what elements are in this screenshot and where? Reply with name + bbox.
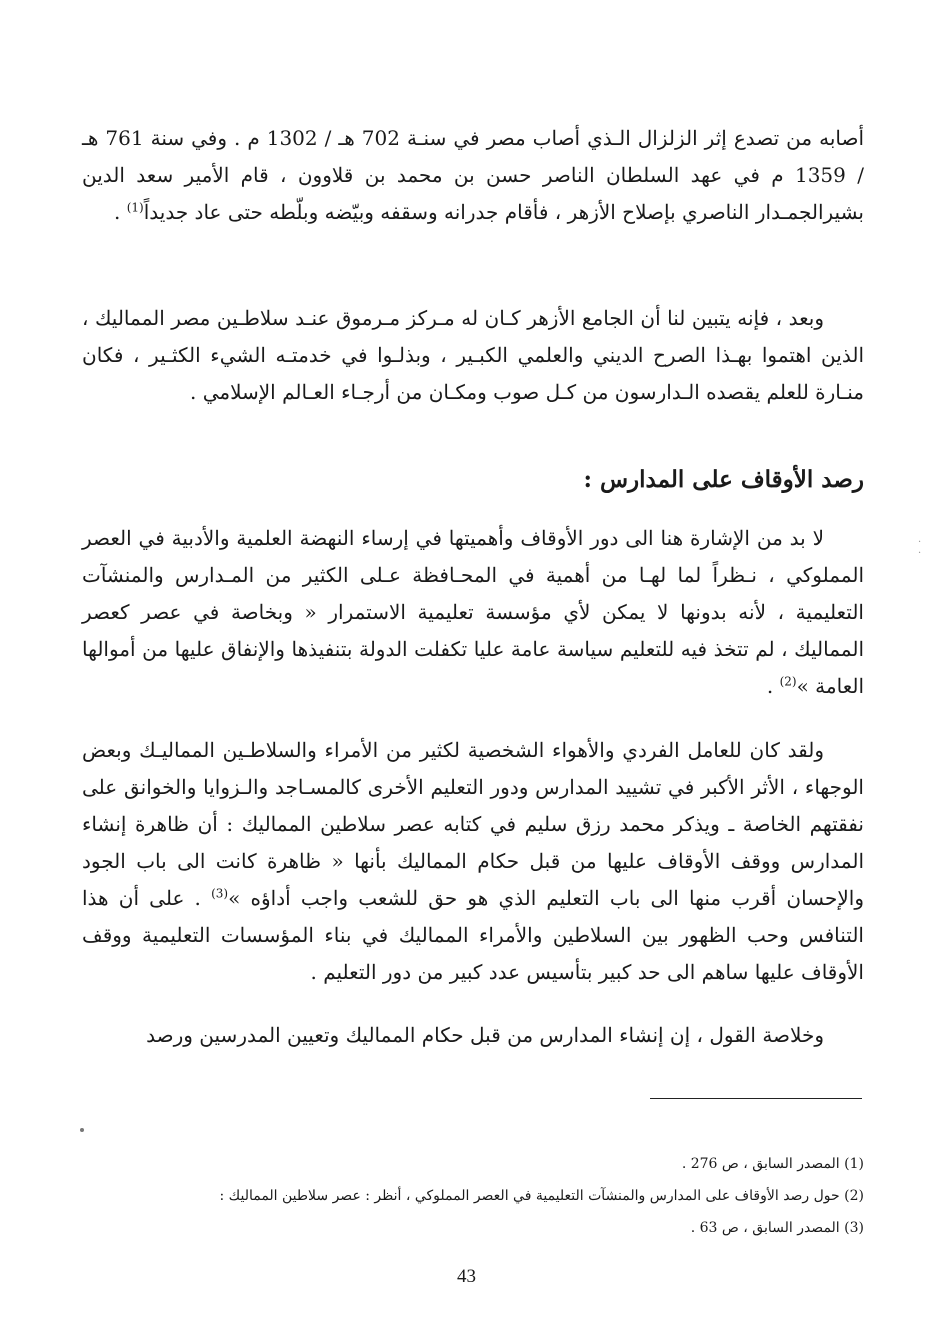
footnote-1: (1) المصدر السابق ، ص 276 . xyxy=(681,1156,864,1172)
paragraph-3-end: . xyxy=(766,674,780,698)
paragraph-4-text-a: ولقد كان للعامل الفردي والأهواء الشخصية لكثير من الأمراء والسلاطـين المماليـك وبعض الوجهاء ، الأثر الأكبر في تشييد المدارس ودور التعليم الأخرى كالمسـاجد والـزوايا والخوانق على نفقتهم الخاصة ـ ويذكر محمد رزق سليم في كتابه عصر سلاطين المماليك : أن ظاهرة إنشاء المدارس ووقف الأوقاف عليها من قبل حكام المماليك بأنها « ظاهرة كانت الى باب الجود والإحسان أقرب منها الى باب التعليم الذي هو حق للشعب واجب أداؤه » xyxy=(82,738,865,910)
section-heading: رصد الأوقاف على المدارس : xyxy=(583,466,864,493)
paragraph-3 xyxy=(82,520,864,705)
footnote-ref-3: (3) xyxy=(211,886,229,901)
paragraph-1-end: . xyxy=(113,200,127,224)
paragraph-5-text: وخلاصة القول ، إن إنشاء المدارس من قبل حكام المماليك وتعيين المدرسين ورصد xyxy=(146,1023,824,1047)
paragraph-3-text: لا بد من الإشارة هنا الى دور الأوقاف وأهميتها في إرساء النهضة العلمية والأدبية في العصر المملوكي ، نـظراً لما لهـا من أهمية في المحـافظة عـلى الكثير من المـدارس والمنشآت التعليمية ، لأنه بدونها لا يمكن لأي مؤسسة تعليمية الاستمرار « وبخاصة في عصر كعصر المماليك ، لم تتخذ فيه للتعليم سياسة عامة عليا تكفلت الدولة بتنفيذها والإنفاق عليها من أموالها العامة » xyxy=(82,526,864,698)
paragraph-2-text: وبعد ، فإنه يتبين لنا أن الجامع الأزهر كـان له مـركز مـرموق عنـد سلاطـين مصر المماليك ، الذين اهتموا بهـذا الصرح الديني والعلمي الكبـير ، وبذلـوا في خدمتـه الشيء الكثـير ، فكان منـارة للعلم يقصده الـدارسون من كـل صوب ومكـان من أرجـاء العـالم الإسلامي . xyxy=(82,306,864,404)
footnote-divider xyxy=(650,1098,862,1099)
footnote-3: (3) المصدر السابق ، ص 63 . xyxy=(690,1220,864,1236)
paragraph-1 xyxy=(82,120,864,231)
paragraph-2 xyxy=(82,300,864,411)
page-number: 43 xyxy=(457,1266,476,1287)
footnote-2: (2) حول رصد الأوقاف على المدارس والمنشآت التعليمية في العصر المملوكي ، أنظر : عصر سلاطين المماليك : xyxy=(219,1188,864,1204)
paragraph-4 xyxy=(82,732,864,991)
margin-dots: · · xyxy=(918,537,925,559)
footnote-ref-2: (2) xyxy=(779,674,797,689)
paragraph-1-text: أصابه من تصدع إثر الزلزال الـذي أصاب مصر في سنـة 702 هـ / 1302 م . وفي سنة 761 هـ / 1359 م في عهد السلطان الناصر حسن بن محمد بن قلاوون ، قام الأمير سعد الدين بشيرالجمـدار الناصري بإصلاح الأزهر ، فأقام جدرانه وسقفه وبيّضه وبلّطه حتى عاد جديداً xyxy=(82,126,865,224)
paragraph-5 xyxy=(82,1017,864,1054)
margin-mark xyxy=(80,1128,84,1132)
footnotes xyxy=(82,1148,864,1244)
footnote-ref-1: (1) xyxy=(126,200,144,215)
paragraph-4-text-b: . على أن هذا التنافس وحب الظهور بين السلاطين والأمراء المماليك في بناء المؤسسات التعليمية ووقف الأوقاف عليها ساهم الى حد كبير بتأسيس عدد كبير من دور التعليم . xyxy=(82,886,864,984)
